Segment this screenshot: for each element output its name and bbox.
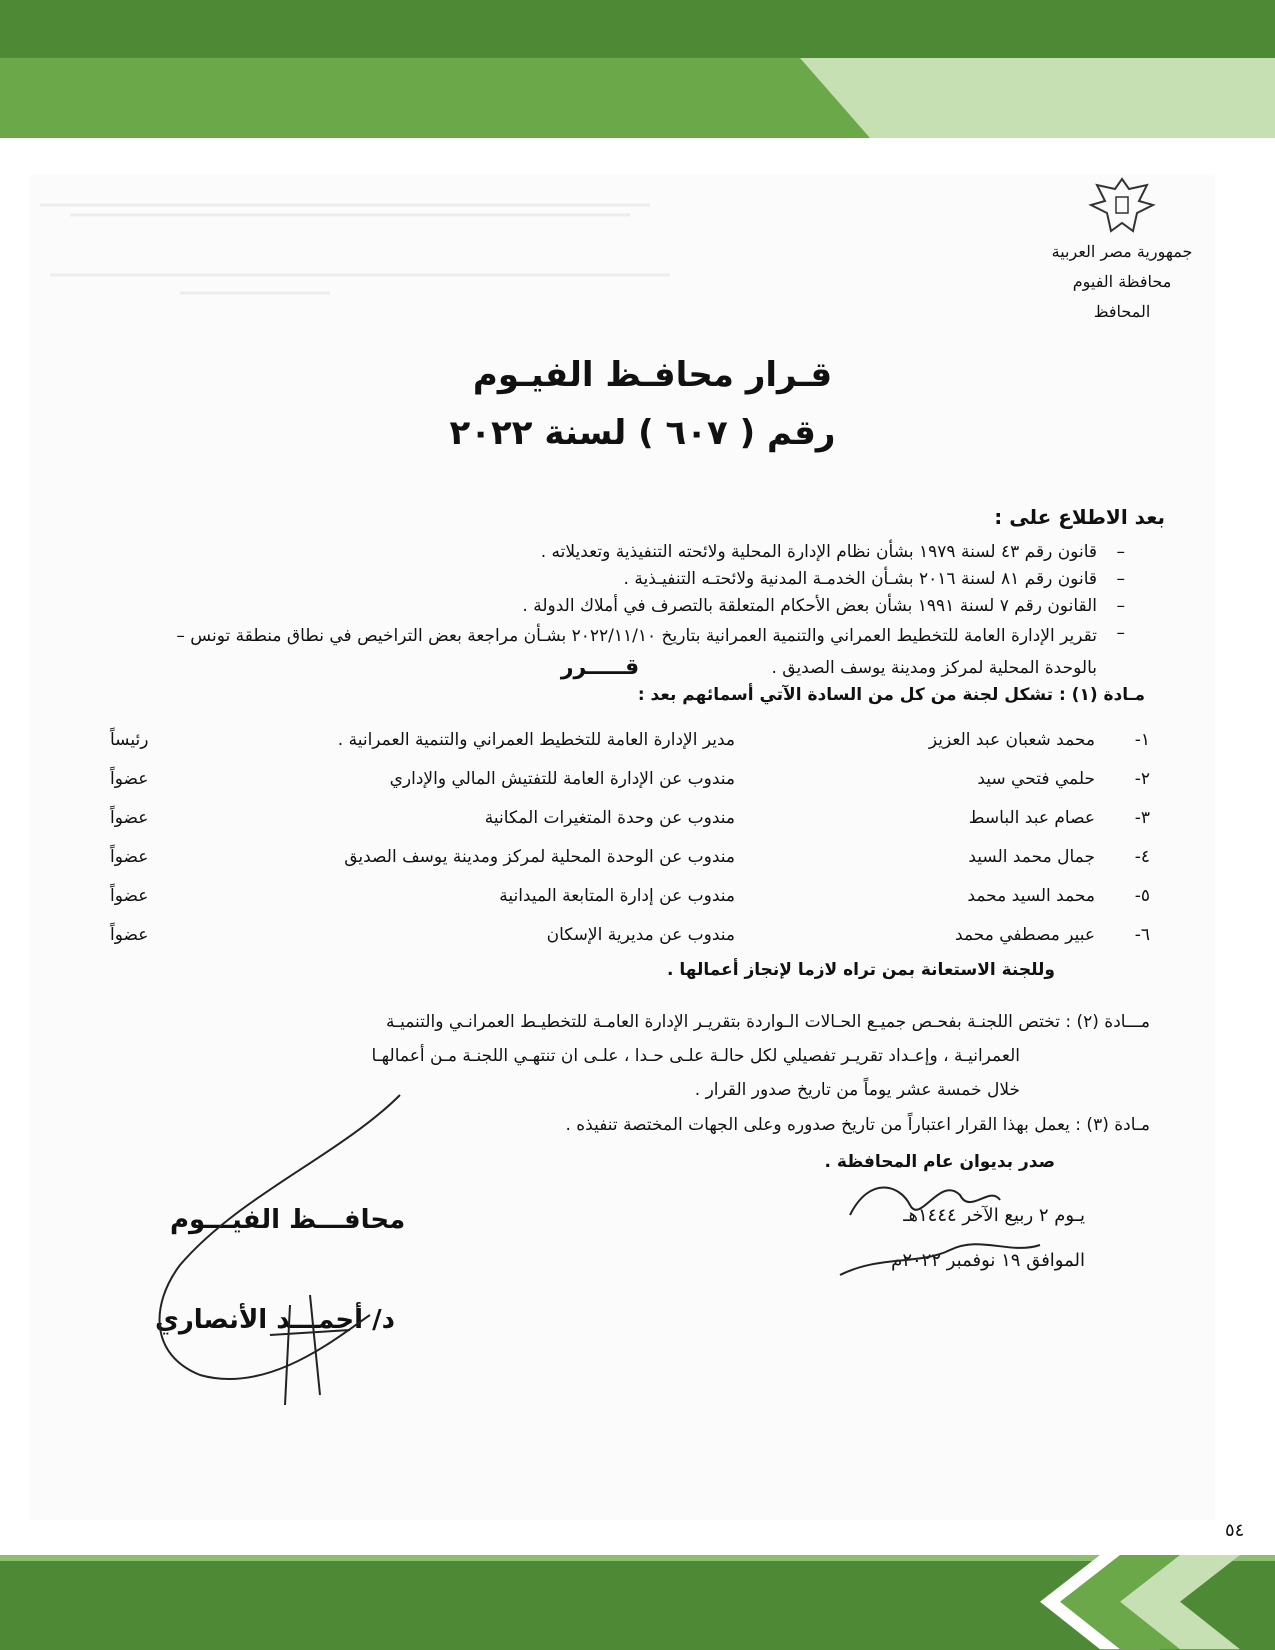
preamble-item: – قانون رقم ٤٣ لسنة ١٩٧٩ بشأن نظام الإدارة المحلية ولائحته التنفيذية وتعديلاته . <box>540 542 1125 562</box>
top-light-green-wedge <box>800 58 1275 138</box>
decree-number: رقم ( ٦٠٧ ) لسنة ٢٠٢٢ <box>449 413 836 453</box>
article-2-line-3: خلال خمسة عشر يوماً من تاريخ صدور القرار . <box>694 1080 1020 1100</box>
decision-word: قـــــرر <box>560 655 640 680</box>
decree-scan <box>30 175 1215 1520</box>
preamble-item: – القانون رقم ٧ لسنة ١٩٩١ بشأن بعض الأحكام المتعلقة بالتصرف في أملاك الدولة . <box>522 596 1125 616</box>
governor-title: محافـــظ الفيـــوم <box>170 1205 406 1235</box>
article-3: مـادة (٣) : يعمل بهذا القرار اعتباراً من تاريخ صدوره وعلى الجهات المختصة تنفيذه . <box>565 1115 1150 1135</box>
crest-line-governorate: محافظة الفيوم <box>1072 272 1172 291</box>
preamble-heading: بعد الاطلاع على : <box>994 505 1165 529</box>
crest-line-governor: المحافظ <box>1093 302 1151 321</box>
governor-signature <box>120 1075 560 1455</box>
member-row: ٢- حلمي فتحي سيد مندوب عن الإدارة العامة للتفتيش المالي والإداري عضواً <box>110 769 1150 789</box>
governor-name: د/ أحمـــد الأنصاري <box>155 1305 395 1335</box>
article-1-heading: مـادة (١) : تشكل لجنة من كل من السادة الآتي أسمائهم بعد : <box>637 685 1145 705</box>
page-number: ٥٤ <box>1225 1520 1245 1541</box>
chevron-decoration-icon <box>1040 1535 1275 1650</box>
gregorian-date: الموافق ١٩ نوفمبر ٢٠٢٢م <box>891 1250 1085 1271</box>
issued-statement: صدر بديوان عام المحافظة . <box>824 1152 1055 1172</box>
member-row: ٥- محمد السيد محمد مندوب عن إدارة المتابعة الميدانية عضواً <box>110 886 1150 906</box>
top-green-band <box>0 0 1275 58</box>
egypt-eagle-emblem <box>1047 175 1197 355</box>
hijri-date: يـوم ٢ ربيع الآخر ١٤٤٤هـ <box>903 1205 1085 1226</box>
crest-line-country: جمهورية مصر العربية <box>1051 242 1193 261</box>
eagle-icon <box>1087 175 1157 237</box>
preamble-item: – قانون رقم ٨١ لسنة ٢٠١٦ بشـأن الخدمـة المدنية ولائحتـه التنفيـذية . <box>623 569 1125 589</box>
decree-title: قـرار محافـظ الفيـوم <box>472 355 833 395</box>
member-row: ٦- عبير مصطفي محمد مندوب عن مديرية الإسكان عضواً <box>110 925 1150 945</box>
committee-members <box>110 730 1150 964</box>
member-row: ٣- عصام عبد الباسط مندوب عن وحدة المتغيرات المكانية عضواً <box>110 808 1150 828</box>
date-handwriting <box>810 1155 1150 1295</box>
article-2-line-1: مـــادة (٢) : تختص اللجنـة بفحـص جميـع الحـالات الـواردة بتقريـر الإدارة العامـة للتخطيـط العمرانـي والتنميـة <box>386 1012 1150 1032</box>
faint-bleed-through-text <box>30 175 680 325</box>
article-2-line-2: العمرانيـة ، وإعـداد تقريـر تفصيلي لكل حالـة علـى حـدا ، علـى ان تنتهـي اللجنـة مـن أعمالهـا <box>371 1046 1020 1066</box>
member-row: ٤- جمال محمد السيد مندوب عن الوحدة المحلية لمركز ومدينة يوسف الصديق عضواً <box>110 847 1150 867</box>
preamble-item: – تقرير الإدارة العامة للتخطيط العمراني والتنمية العمرانية بتاريخ ٢٠٢٢/١١/١٠ بشـأن مراجعة بعض التراخيص في نطاق منطقة تونس – بالوحدة المحلية لمركز ومدينة يوسف الصديق . <box>176 623 1125 678</box>
committee-assistance-note: وللجنة الاستعانة بمن تراه لازما لإنجاز أعمالها . <box>666 960 1055 980</box>
member-row: ١- محمد شعبان عبد العزيز مدير الإدارة العامة للتخطيط العمراني والتنمية العمرانية . رئيساً <box>110 730 1150 750</box>
